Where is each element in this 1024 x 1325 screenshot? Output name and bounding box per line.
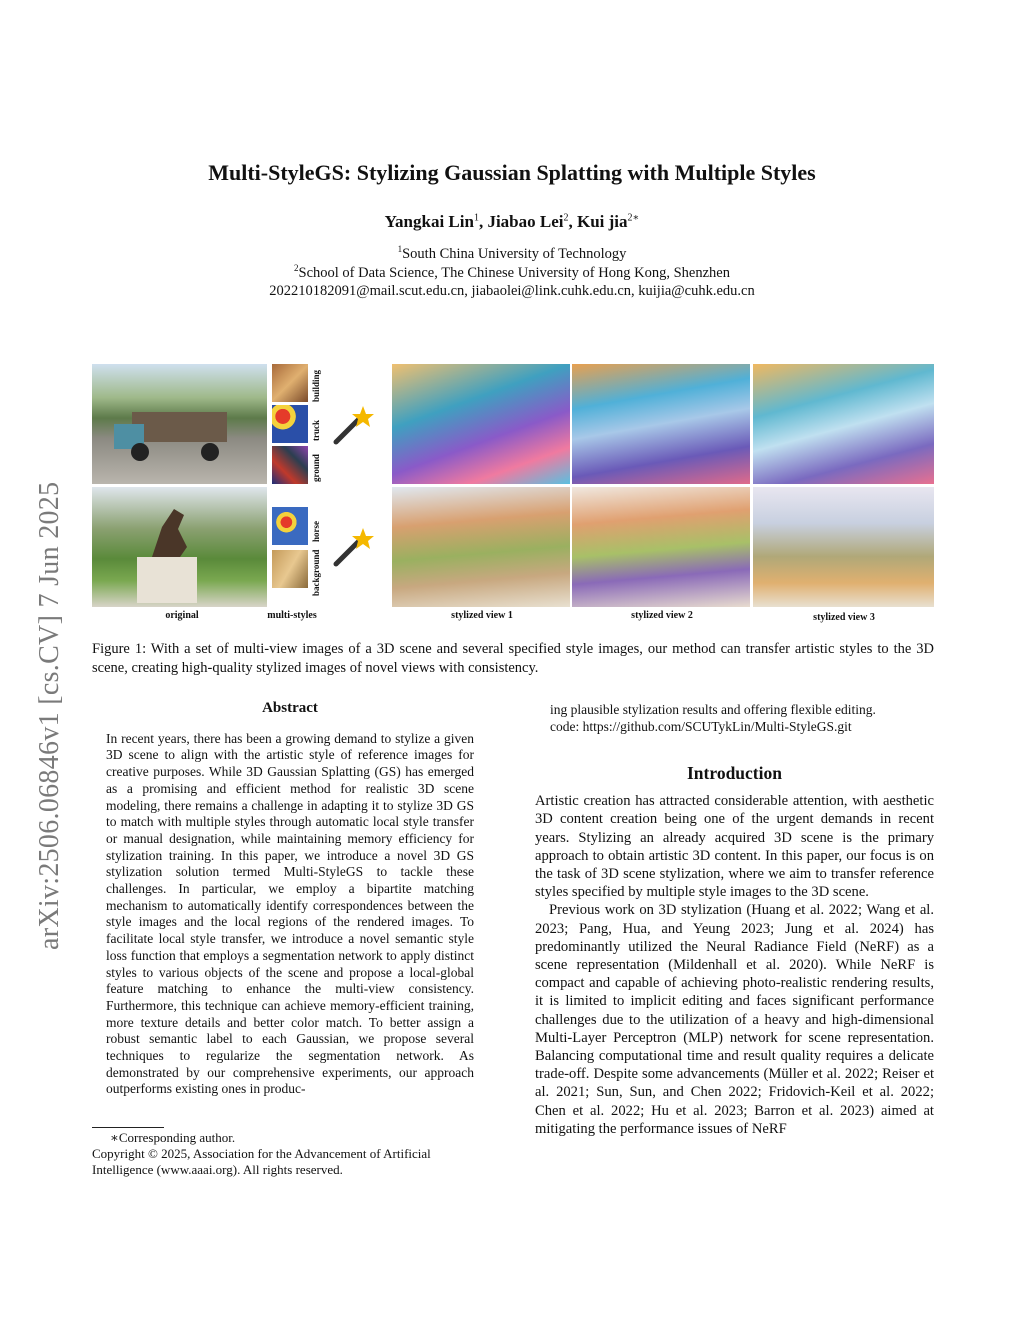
introduction-section xyxy=(535,764,934,1138)
original-horse-image xyxy=(92,487,267,607)
author-mark: 2 xyxy=(563,212,569,224)
author-name: Jiabao Lei xyxy=(487,212,564,231)
stylized-truck-view-3 xyxy=(753,364,934,484)
magic-wand-icon xyxy=(330,402,376,448)
abstract-continuation xyxy=(550,702,920,735)
affiliation-text: South China University of Technology xyxy=(402,245,627,262)
abstract-section xyxy=(92,700,488,1098)
figure-label-view-1: stylized view 1 xyxy=(451,610,513,621)
author-list: Yangkai Lin$^1$, Jiabao Lei$^2$, Kui jia$^{2∗}$ xyxy=(384,212,640,231)
original-truck-image xyxy=(92,364,267,484)
author-emails: 202210182091@mail.scut.edu.cn, jiabaolei@link.cuhk.edu.cn, kuijia@cuhk.edu.cn xyxy=(269,283,755,299)
affiliation-text: School of Data Science, The Chinese University of Hong Kong, Shenzhen xyxy=(298,264,730,281)
figure-label-original: original xyxy=(165,610,199,621)
affiliation-mark: 2 xyxy=(294,263,299,273)
style-label: truck xyxy=(311,420,321,441)
figure-label-multi-styles: multi-styles xyxy=(267,610,317,621)
arxiv-sidebar-id: arXiv:2506.06846v1 [cs.CV] 7 Jun 2025 xyxy=(34,481,65,950)
author-mark: 1 xyxy=(473,212,479,224)
copyright-note: Copyright © 2025, Association for the Advancement of Artificial Intelligence (www.aaai.org). All rights reserved. xyxy=(92,1146,431,1177)
footnote-rule xyxy=(92,1127,164,1128)
affiliation-1 xyxy=(0,244,1024,263)
style-label: horse xyxy=(311,521,321,542)
paper-title: Multi-StyleGS: Stylizing Gaussian Splatting with Multiple Styles xyxy=(208,160,816,185)
corresponding-author-note: ∗Corresponding author. xyxy=(110,1130,236,1145)
abstract-heading: Abstract xyxy=(262,700,318,716)
style-image-building xyxy=(272,364,308,402)
stylized-truck-view-2 xyxy=(572,364,750,484)
figure-caption: Figure 1: With a set of multi-view images of a 3D scene and several specified style images, our method can transfer artistic styles to the 3D scene, creating high-quality stylized images of novel views with consistency. xyxy=(92,641,934,676)
style-label: background xyxy=(311,549,321,596)
abstract-text: In recent years, there has been a growing demand to stylize a given 3D scene to align with the artistic style of reference images for creative purposes. While 3D Gaussian Splatting (GS) has emerged as a promising and efficient method for realistic 3D scene modeling, there remains a challenge in adapting it to stylize 3D GS to match with multiple styles through automatic local style transfer or manual designation, while maintaining memory efficiency for stylization training. In this paper, we introduce a novel 3D GS stylization solution termed Multi-StyleGS to tackle these challenges. In particular, we employ a bipartite matching mechanism to automatically identify correspondences between the style images and the local regions of the rendered images. To facilitate local style transfer, we introduce a novel semantic style loss function that employs a segmentation network to apply distinct styles to various objects of the scene and propose a local-global feature matching to enhance the multi-view consistency. Furthermore, this technique can achieve memory-efficient training, more texture details and better color match. To better assign a robust semantic label to each Gaussian, we propose several techniques to regularize the segmentation network. As demonstrated by our comprehensive experiments, our approach outperforms existing ones in produc- xyxy=(106,730,474,1097)
footnote xyxy=(92,1130,492,1178)
stylized-truck-view-1 xyxy=(392,364,570,484)
author-name: Yangkai Lin xyxy=(384,212,474,231)
style-image-horse xyxy=(272,507,308,545)
introduction-paragraph-1: Artistic creation has attracted considerable attention, with aesthetic 3D content creation being one of the urgent demands in recent years. Stylizing an already acquired 3D scene is the primary approach to obtain artistic 3D content. In this paper, our focus is on the task of 3D scene stylization, where we aim to transfer reference styles specified by multiple style images to the 3D scene. xyxy=(535,793,934,901)
author-mark: 2∗ xyxy=(627,212,640,224)
introduction-paragraph-2: Previous work on 3D stylization (Huang et al. 2022; Wang et al. 2023; Pang, Hua, and Yeung 2023; Jung et al. 2024) has predominantly utilized the Neural Radiance Field (NeRF) as a scene representation (Mildenhall et al. 2020). While NeRF is compact and capable of achieving photo-realistic rendering results, it is limited to implicit editing and faces significant performance challenges due to the utilization of a heavy and high-dimensional Multi-Layer Perceptron (MLP) network for scene representation. Balancing computational time and result quality requires a delicate trade-off. Despite some advancements (Müller et al. 2022; Reiser et al. 2021; Sun, Sun, and Chen 2022; Fridovich-Keil et al. 2022; Chen et al. 2022; Hu et al. 2023; Barron et al. 2023) aimed at mitigating the performance issues of NeRF xyxy=(535,902,934,1137)
abstract-continuation-text: ing plausible stylization results and offering flexible editing. xyxy=(550,702,876,717)
style-label: ground xyxy=(311,454,321,482)
truck-photo xyxy=(92,364,267,484)
figure-label-view-3: stylized view 3 xyxy=(813,612,875,623)
style-image-truck xyxy=(272,405,308,443)
author-name: Kui jia xyxy=(577,212,628,231)
affiliation-2 xyxy=(0,263,1024,282)
stylized-horse-view-1 xyxy=(392,487,570,607)
style-image-ground xyxy=(272,446,308,484)
magic-wand-icon xyxy=(330,524,376,570)
introduction-heading: Introduction xyxy=(687,763,782,783)
code-link[interactable]: code: https://github.com/SCUTykLin/Multi-StyleGS.git xyxy=(550,718,852,734)
stylized-horse-view-2 xyxy=(572,487,750,607)
horse-photo xyxy=(92,487,267,607)
style-image-background xyxy=(272,550,308,588)
style-label: building xyxy=(311,369,321,402)
stylized-horse-view-3 xyxy=(753,487,934,607)
figure-label-view-2: stylized view 2 xyxy=(631,610,693,621)
affiliation-mark: 1 xyxy=(397,244,403,254)
figure-1 xyxy=(92,364,934,626)
